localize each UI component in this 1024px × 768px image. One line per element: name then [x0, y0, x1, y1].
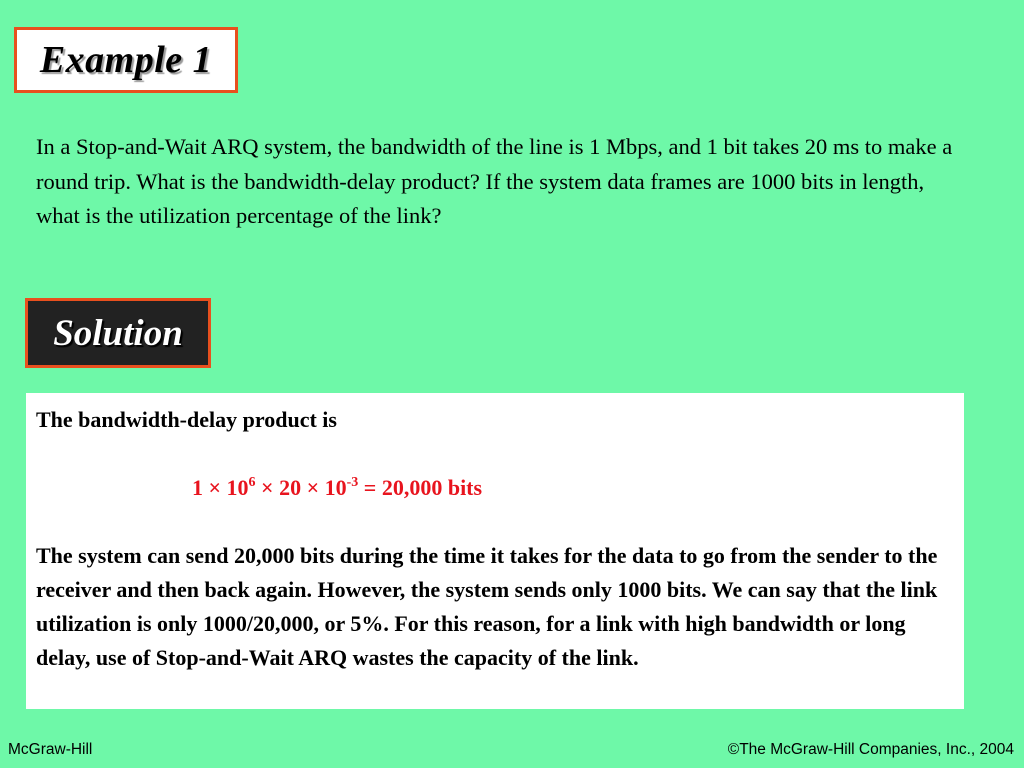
solution-intro: The bandwidth-delay product is [36, 407, 337, 432]
slide-title: Example 1 [39, 39, 213, 81]
spacer [36, 437, 954, 471]
solution-heading-box [25, 298, 211, 368]
bandwidth-delay-formula [36, 471, 954, 505]
title-box [14, 27, 238, 93]
solution-panel [26, 393, 964, 709]
footer-copyright: ©The McGraw-Hill Companies, Inc., 2004 [727, 741, 1014, 758]
formula-part-2: × 20 × 10 [255, 475, 347, 500]
footer-publisher: McGraw-Hill [8, 741, 93, 758]
formula-exponent-1: 6 [248, 475, 256, 490]
solution-explanation: The system can send 20,000 bits during the time it takes for the data to go from the sender to the receiver and then back again. However, the system sends only 1000 bits. We can say that the link utilization is only 1000/20,000, or 5%. For this reason, for a link with high bandwidth or long delay, use of Stop-and-Wait ARQ wastes the capacity of the link. [36, 543, 938, 670]
formula-part-1: 1 × 10 [192, 475, 249, 500]
formula-part-3: = 20,000 bits [358, 475, 483, 500]
formula-exponent-2: -3 [346, 475, 359, 490]
spacer [36, 505, 954, 539]
solution-heading: Solution [53, 312, 183, 354]
problem-statement: In a Stop-and-Wait ARQ system, the bandwidth of the line is 1 Mbps, and 1 bit takes 20 ms to make a round trip. What is the bandwidth-delay product? If the system data frames are 1000 bits in length, what is the utilization percentage of the link? [36, 134, 953, 228]
